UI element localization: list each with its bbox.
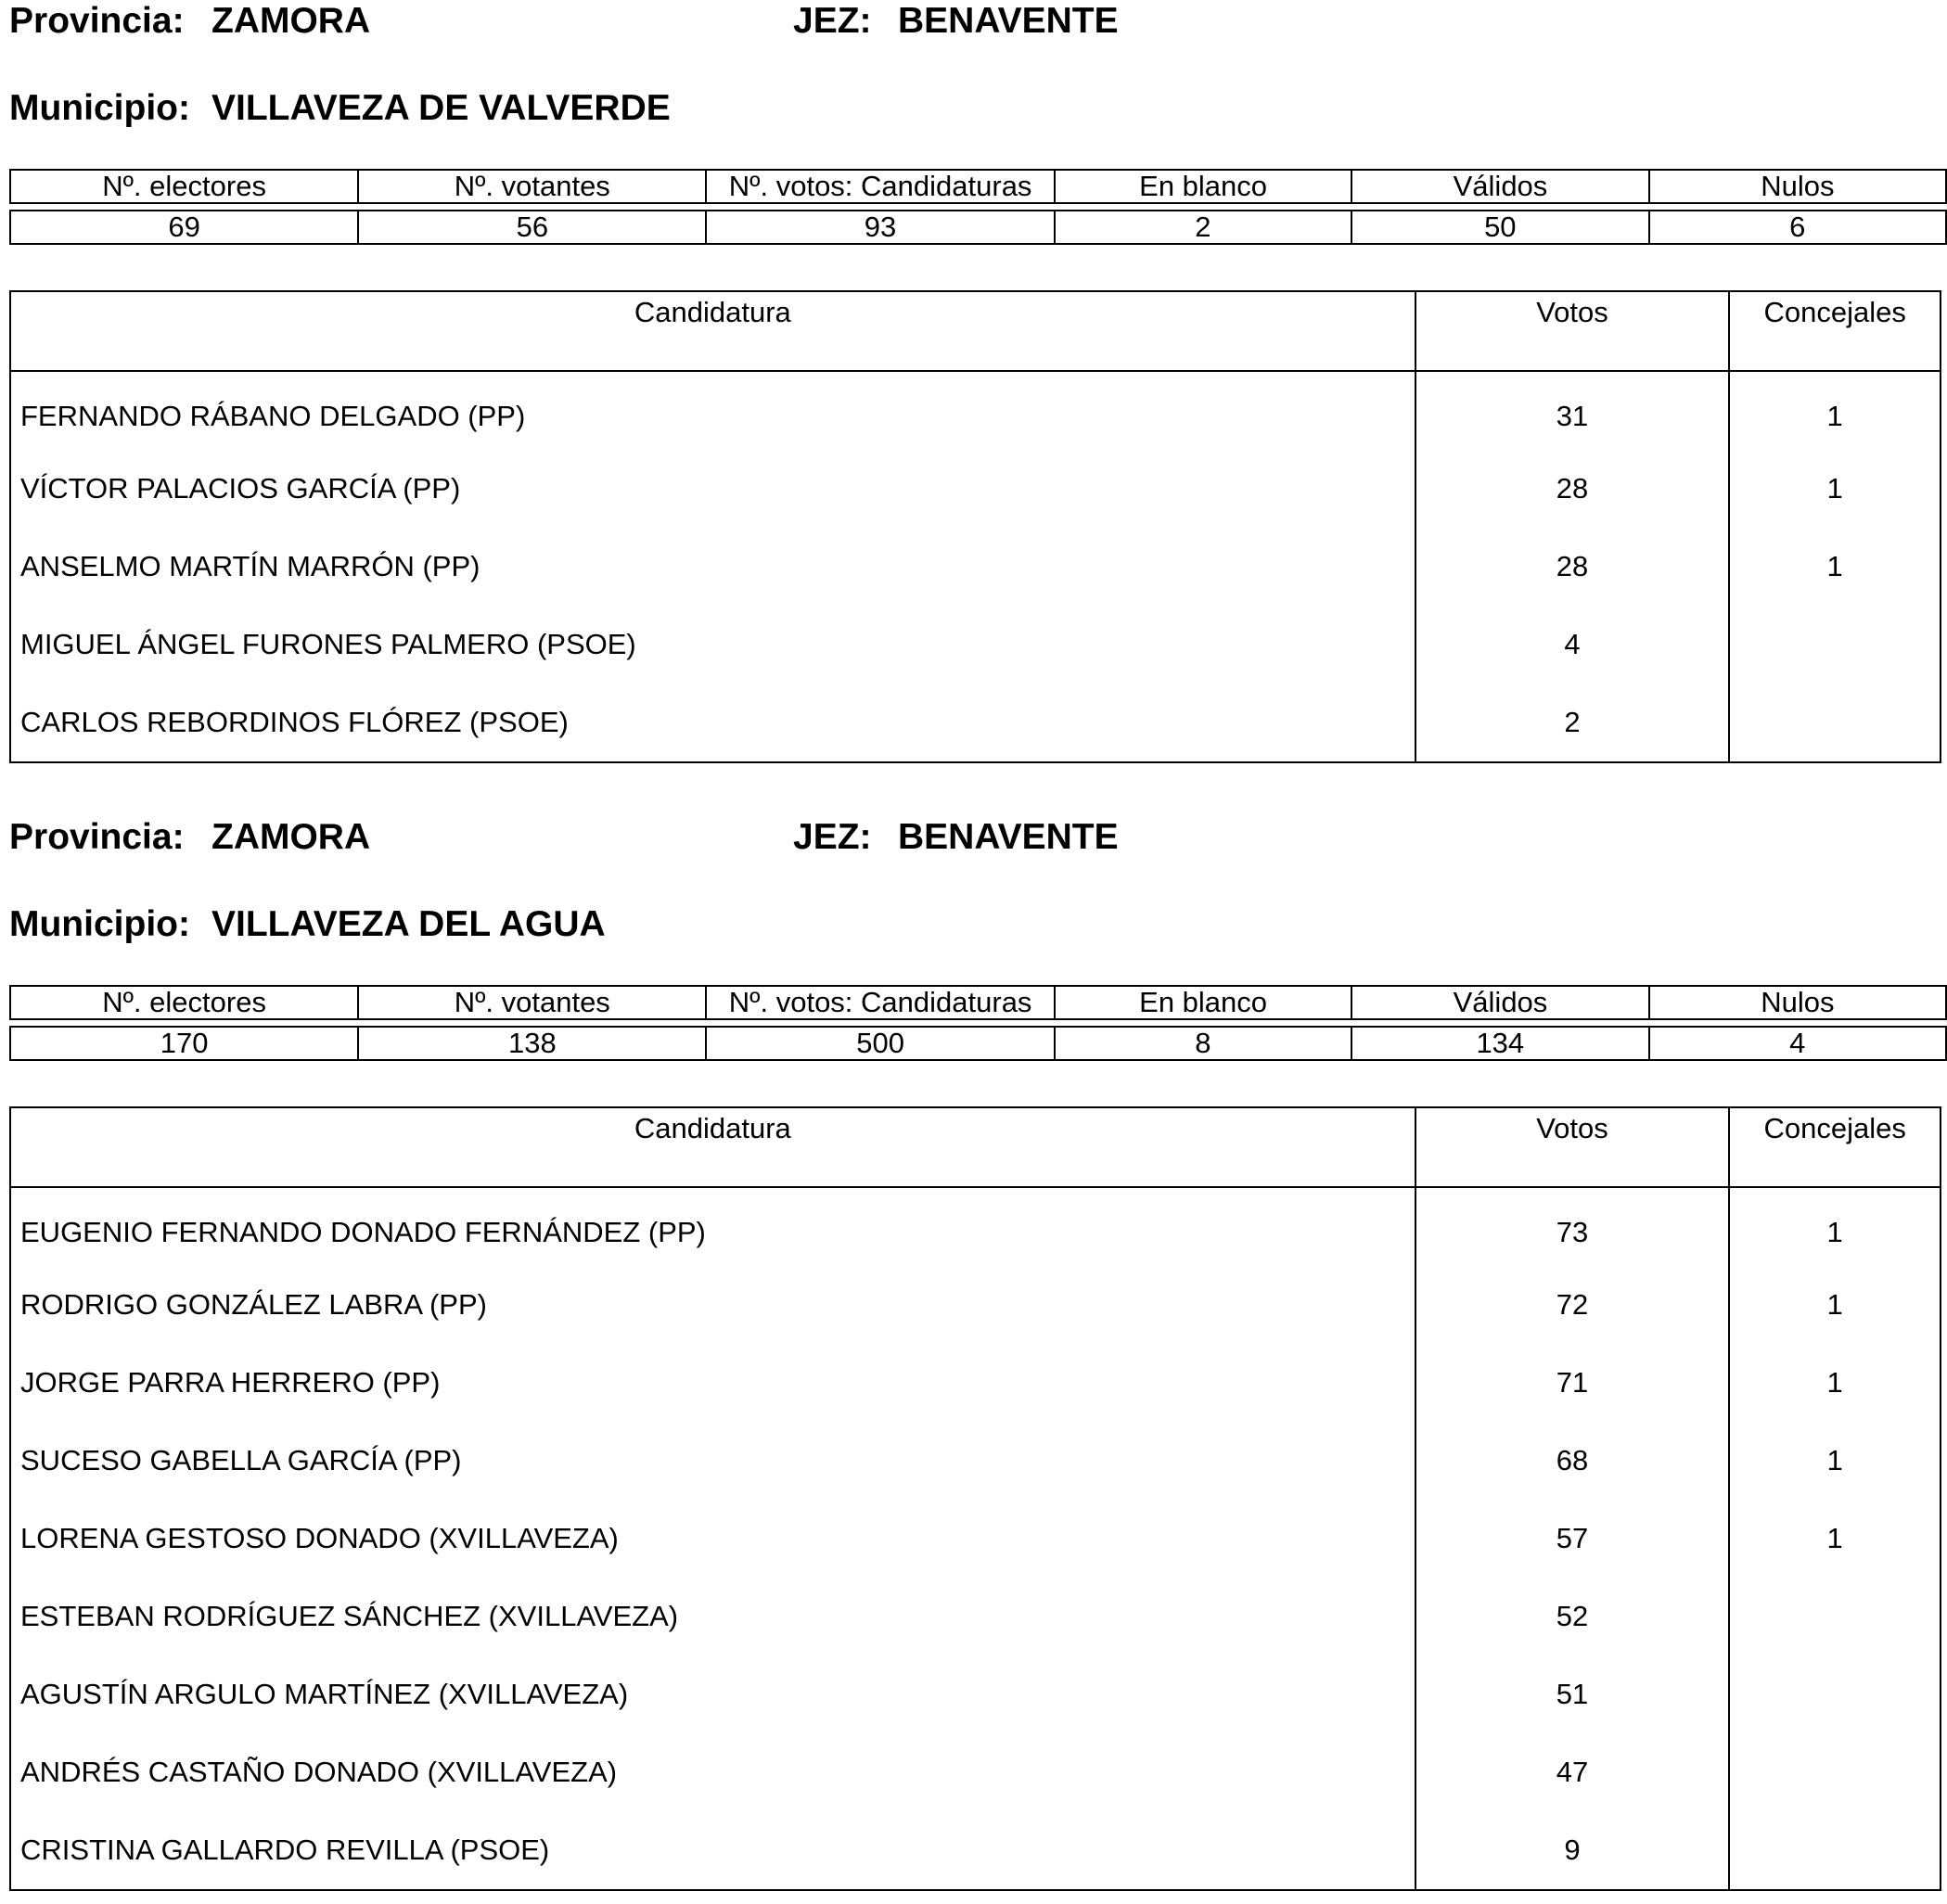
candidates-header-cell: Votos [1415, 291, 1730, 371]
candidate-row [10, 1187, 1941, 1266]
candidate-seats: 1 [1729, 1422, 1941, 1500]
stats-header-table [9, 169, 1947, 204]
candidate-seats: 1 [1729, 1187, 1941, 1266]
candidate-votes: 72 [1415, 1266, 1730, 1344]
candidate-votes: 71 [1415, 1344, 1730, 1422]
candidate-row [10, 1733, 1941, 1811]
jez-value: BENAVENTE [898, 1, 1119, 41]
stats-values-table [9, 210, 1947, 245]
stats-header-cell: Nº. votos: Candidaturas [706, 170, 1055, 203]
candidate-row [10, 1578, 1941, 1655]
candidates-header-cell: Votos [1415, 1107, 1730, 1187]
stats-header-cell: Válidos [1351, 986, 1648, 1019]
candidate-votes: 51 [1415, 1655, 1730, 1733]
candidate-votes: 68 [1415, 1422, 1730, 1500]
candidate-name: ANSELMO MARTÍN MARRÓN (PP) [10, 528, 1415, 606]
stats-header-cell: Nulos [1649, 986, 1946, 1019]
stats-values-row [10, 1027, 1946, 1060]
candidate-seats: 1 [1729, 371, 1941, 450]
candidate-seats [1729, 1578, 1941, 1655]
candidate-name: MIGUEL ÁNGEL FURONES PALMERO (PSOE) [10, 606, 1415, 684]
candidate-seats [1729, 1733, 1941, 1811]
jez-label: JEZ: [793, 817, 872, 857]
stats-header-cell: En blanco [1055, 986, 1351, 1019]
candidate-name: ANDRÉS CASTAÑO DONADO (XVILLAVEZA) [10, 1733, 1415, 1811]
provincia-label: Provincia: [9, 817, 185, 857]
provincia-label: Provincia: [9, 1, 185, 41]
stats-value-cell: 6 [1649, 211, 1946, 244]
candidate-row [10, 1344, 1941, 1422]
candidate-votes: 52 [1415, 1578, 1730, 1655]
candidate-name: CARLOS REBORDINOS FLÓREZ (PSOE) [10, 684, 1415, 762]
stats-value-cell: 170 [10, 1027, 358, 1060]
candidate-votes: 47 [1415, 1733, 1730, 1811]
stats-value-cell: 500 [706, 1027, 1054, 1060]
stats-header-cell: Válidos [1351, 170, 1648, 203]
candidate-name: AGUSTÍN ARGULO MARTÍNEZ (XVILLAVEZA) [10, 1655, 1415, 1733]
candidates-header-cell: Candidatura [10, 1107, 1415, 1187]
candidate-seats: 1 [1729, 450, 1941, 528]
candidate-votes: 4 [1415, 606, 1730, 684]
candidate-name: VÍCTOR PALACIOS GARCÍA (PP) [10, 450, 1415, 528]
municipio-label: Municipio: [9, 88, 190, 128]
stats-header-cell: Nº. electores [10, 170, 358, 203]
stats-header-cell: Nº. votantes [358, 170, 706, 203]
candidate-seats: 1 [1729, 528, 1941, 606]
candidates-header-row [10, 1107, 1941, 1187]
municipality-section [0, 816, 1947, 1866]
candidate-seats [1729, 606, 1941, 684]
candidate-seats [1729, 1655, 1941, 1733]
candidate-name: RODRIGO GONZÁLEZ LABRA (PP) [10, 1266, 1415, 1344]
candidate-row [10, 606, 1941, 684]
stats-value-cell: 138 [358, 1027, 706, 1060]
candidate-seats: 1 [1729, 1344, 1941, 1422]
municipio-value: VILLAVEZA DE VALVERDE [211, 88, 671, 128]
candidate-votes: 28 [1415, 528, 1730, 606]
candidates-header-row [10, 291, 1941, 371]
candidates-table [9, 1106, 1941, 1891]
candidate-name: SUCESO GABELLA GARCÍA (PP) [10, 1422, 1415, 1500]
candidates-header-cell: Candidatura [10, 291, 1415, 371]
stats-header-table [9, 985, 1947, 1020]
stats-values-row [10, 211, 1946, 244]
stats-value-cell: 69 [10, 211, 358, 244]
candidate-row [10, 1266, 1941, 1344]
candidate-row [10, 684, 1941, 762]
stats-header-row [10, 170, 1946, 203]
stats-header-cell: Nº. votos: Candidaturas [706, 986, 1055, 1019]
candidate-votes: 2 [1415, 684, 1730, 762]
candidate-name: ESTEBAN RODRÍGUEZ SÁNCHEZ (XVILLAVEZA) [10, 1578, 1415, 1655]
jez-value: BENAVENTE [898, 817, 1119, 857]
candidates-header-cell: Concejales [1729, 1107, 1941, 1187]
candidate-row [10, 528, 1941, 606]
candidate-votes: 31 [1415, 371, 1730, 450]
candidate-seats [1729, 1811, 1941, 1890]
candidates-table [9, 290, 1941, 763]
candidate-row [10, 1422, 1941, 1500]
stats-header-cell: En blanco [1055, 170, 1351, 203]
candidate-name: JORGE PARRA HERRERO (PP) [10, 1344, 1415, 1422]
stats-value-cell: 93 [706, 211, 1054, 244]
candidate-votes: 28 [1415, 450, 1730, 528]
stats-header-cell: Nº. votantes [358, 986, 706, 1019]
provincia-value: ZAMORA [211, 817, 371, 857]
candidate-name: FERNANDO RÁBANO DELGADO (PP) [10, 371, 1415, 450]
municipio-value: VILLAVEZA DEL AGUA [211, 904, 606, 944]
stats-value-cell: 50 [1351, 211, 1649, 244]
candidate-name: EUGENIO FERNANDO DONADO FERNÁNDEZ (PP) [10, 1187, 1415, 1266]
stats-value-cell: 56 [358, 211, 706, 244]
candidate-row [10, 1500, 1941, 1578]
municipio-label: Municipio: [9, 904, 190, 944]
candidate-name: CRISTINA GALLARDO REVILLA (PSOE) [10, 1811, 1415, 1890]
municipality-section [0, 0, 1947, 816]
candidates-header-cell: Concejales [1729, 291, 1941, 371]
jez-label: JEZ: [793, 1, 872, 41]
stats-values-table [9, 1026, 1947, 1061]
candidate-row [10, 450, 1941, 528]
candidate-votes: 73 [1415, 1187, 1730, 1266]
candidate-name: LORENA GESTOSO DONADO (XVILLAVEZA) [10, 1500, 1415, 1578]
stats-value-cell: 8 [1055, 1027, 1351, 1060]
provincia-value: ZAMORA [211, 1, 371, 41]
candidate-votes: 57 [1415, 1500, 1730, 1578]
candidate-seats: 1 [1729, 1266, 1941, 1344]
candidate-seats: 1 [1729, 1500, 1941, 1578]
candidate-seats [1729, 684, 1941, 762]
candidate-row [10, 371, 1941, 450]
stats-header-cell: Nulos [1649, 170, 1946, 203]
candidate-votes: 9 [1415, 1811, 1730, 1890]
stats-value-cell: 2 [1055, 211, 1351, 244]
candidate-row [10, 1655, 1941, 1733]
stats-value-cell: 134 [1351, 1027, 1649, 1060]
stats-value-cell: 4 [1649, 1027, 1946, 1060]
candidate-row [10, 1811, 1941, 1890]
stats-header-row [10, 986, 1946, 1019]
stats-header-cell: Nº. electores [10, 986, 358, 1019]
